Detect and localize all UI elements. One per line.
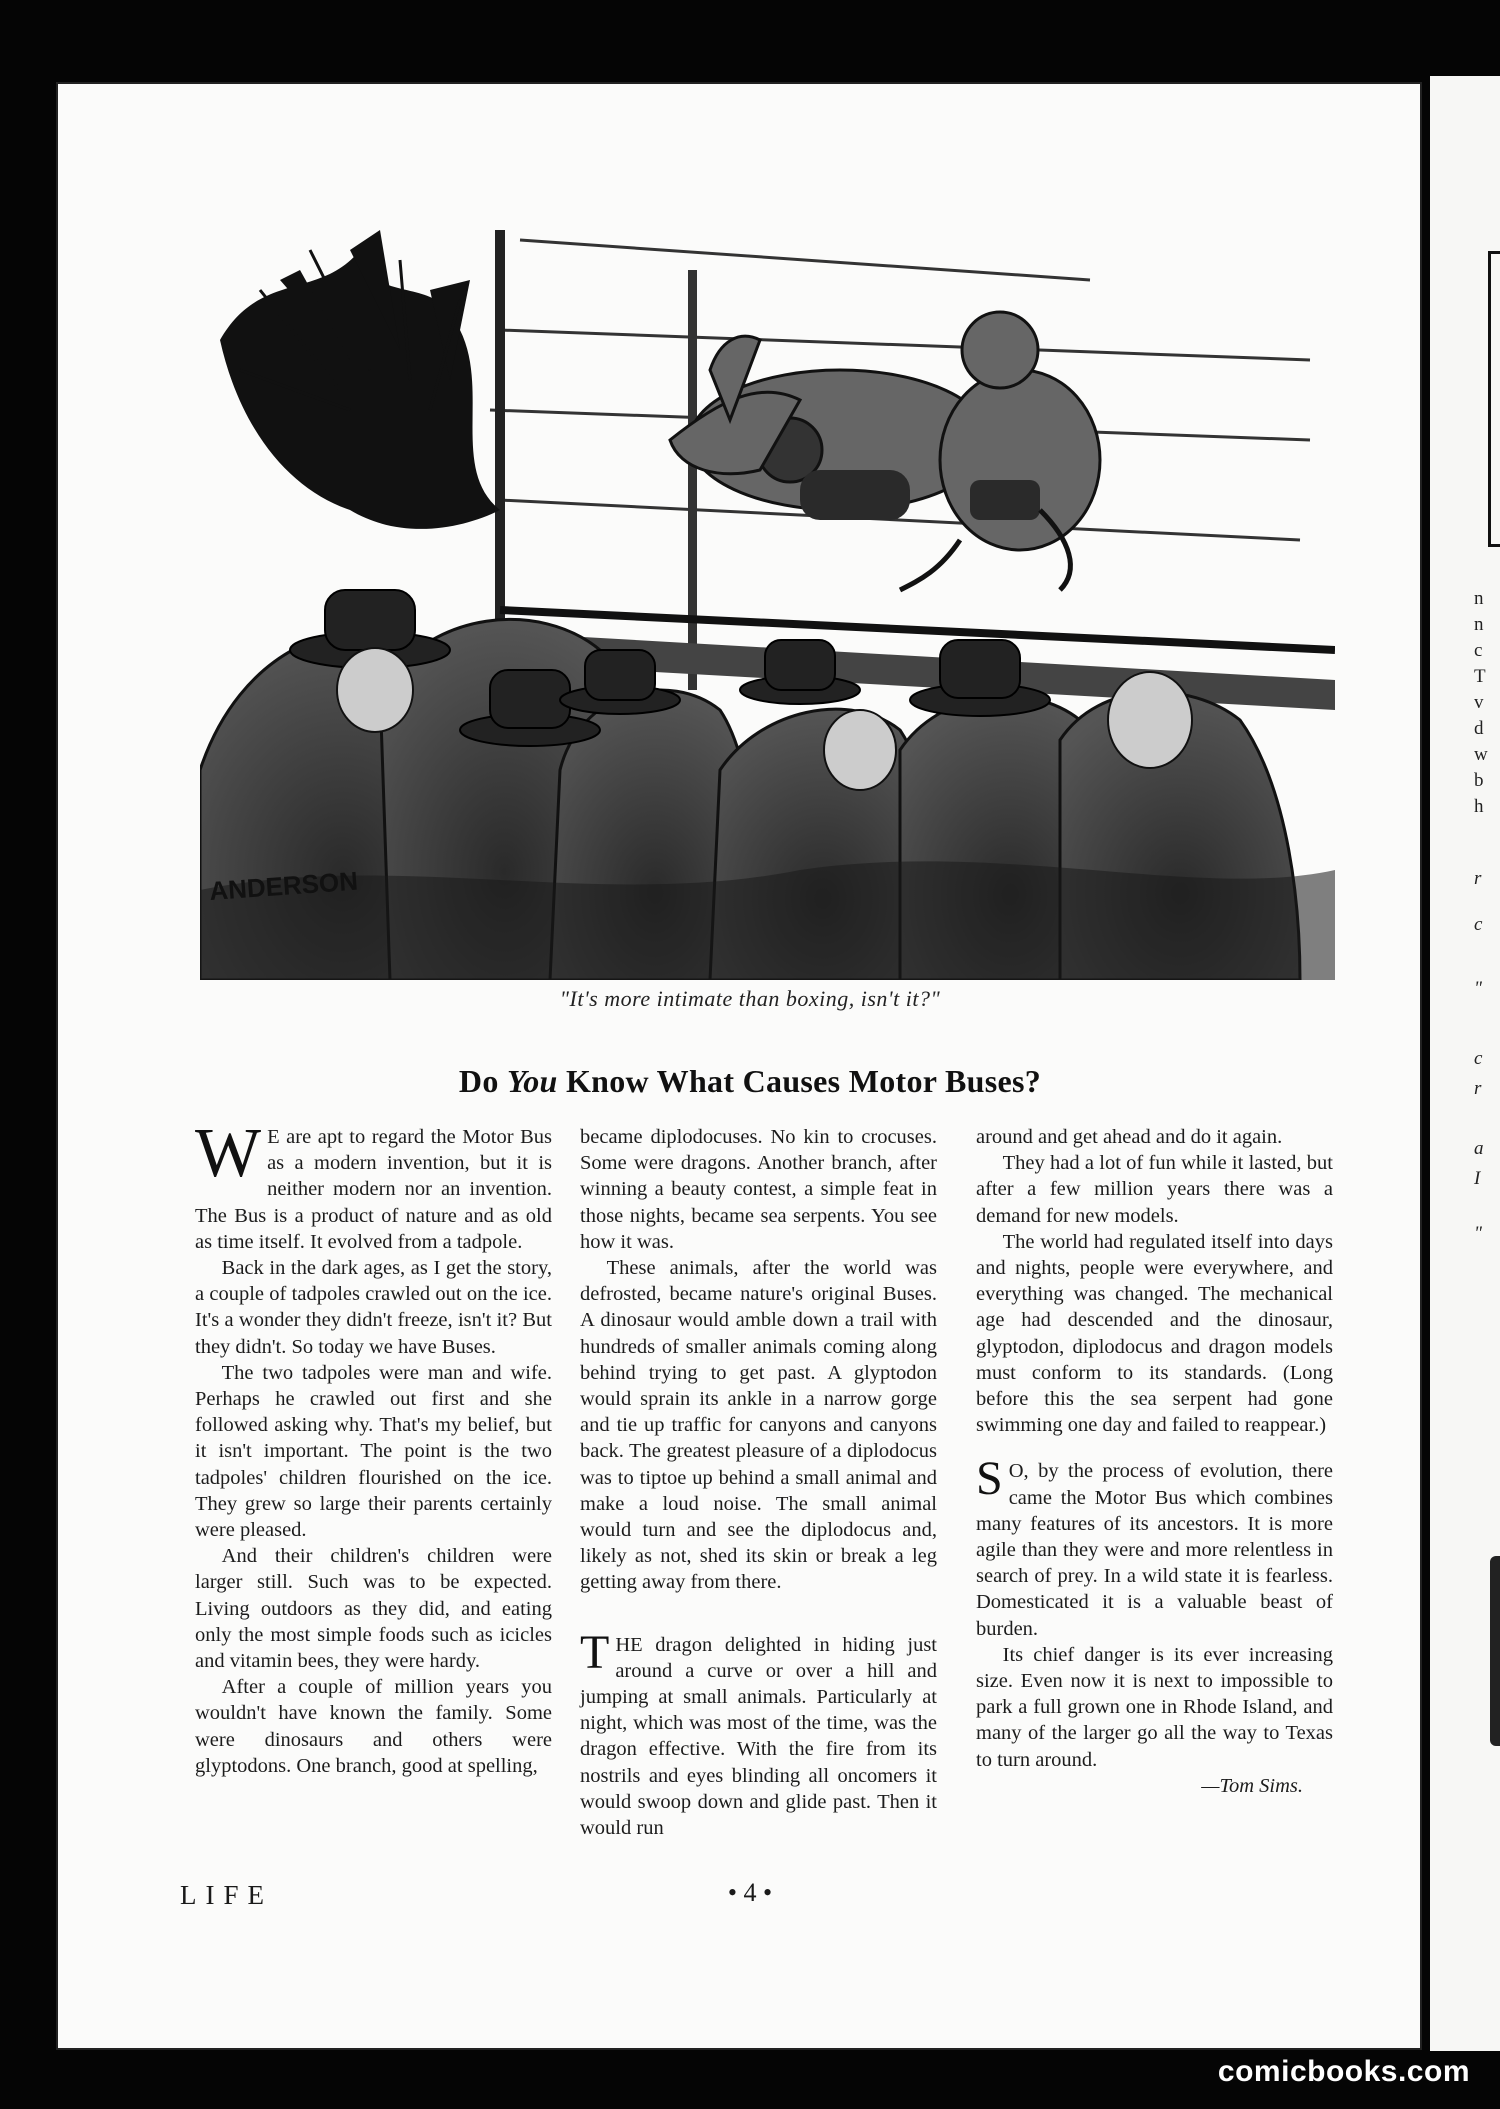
paragraph: around and get ahead and do it again. bbox=[976, 1126, 1283, 1148]
title-emphasis: You bbox=[506, 1063, 558, 1099]
adjacent-text-fragment: " bbox=[1474, 1223, 1482, 1244]
drop-cap: W bbox=[195, 1115, 262, 1192]
paragraph: THE dragon delighted in hiding just around a curve or over a hill and jumping at small animals. Particularly at night, which was most of the time, was the dragon effective. With the fire from its nostrils and eyes blinding all oncomers it would swoop down and glide past. Then it would run bbox=[580, 1625, 937, 1840]
adjacent-text-fragment: h bbox=[1474, 796, 1484, 817]
adjacent-text-fragment: " bbox=[1474, 978, 1482, 999]
page-number: • 4 • bbox=[727, 1878, 773, 1907]
paragraph: W E are apt to regard the Motor Bus as a modern invention, but it is neither modern nor an invention. The Bus is a product of nature and as old as time itself. It evolved from a tadpole. bbox=[195, 1115, 552, 1253]
adjacent-text-fragment: v bbox=[1474, 692, 1484, 713]
paragraph: And their children's children were larger still. Such was to be expected. Living outdoors as they did, and eating only the most simple foods such as icicles and vitamin bees, they were hardy. bbox=[195, 1545, 552, 1673]
svg-text:ANDERSON: ANDERSON bbox=[208, 865, 359, 906]
adjacent-text-fragment: b bbox=[1474, 770, 1484, 791]
adjacent-text-fragment: c bbox=[1474, 640, 1483, 661]
paragraph: S O, by the process of evolution, there came the Motor Bus which combines many features of its ancestors. It is more agile than they were and more relentless in search of prey. In a wild state it is fearless. Domesticated it is a valuable beast of burden. bbox=[976, 1452, 1333, 1640]
watermark: comicbooks.com bbox=[1217, 2055, 1470, 2088]
drop-cap: S bbox=[976, 1452, 1003, 1506]
adjacent-text-fragment: T bbox=[1474, 666, 1486, 687]
paragraph: The world had regulated itself into days and nights, people were everywhere, and everything was changed. The mechanical age had descended and the dinosaur, glyptodon, diplodocus and dragon models must conform to its standards. (Long before this the sea serpent had gone swimming one day and failed to reappear.) bbox=[976, 1230, 1333, 1437]
article-column-2 bbox=[580, 1124, 937, 1841]
adjacent-text-fragment: w bbox=[1474, 744, 1488, 765]
adjacent-text-fragment: d bbox=[1474, 718, 1484, 739]
boxing-ring-crowd-drawing bbox=[200, 210, 1335, 980]
paragraph: They had a lot of fun while it lasted, but after a few million years there was a demand for new models. bbox=[976, 1152, 1333, 1227]
adjacent-text-fragment: a bbox=[1474, 1138, 1484, 1159]
illustration-caption: "It's more intimate than boxing, isn't it?" bbox=[559, 986, 941, 1011]
article-title bbox=[0, 1063, 1500, 1100]
article-column-3 bbox=[976, 1124, 1333, 1799]
paragraph: Its chief danger is its ever increasing size. Even now it is next to impossible to park a full grown one in Rhode Island, and many of the larger go all the way to Texas to turn around. bbox=[976, 1643, 1333, 1771]
title-part: Know What Causes Motor Buses? bbox=[557, 1063, 1042, 1099]
paragraph: Back in the dark ages, as I get the story, a couple of tadpoles crawled out on the ice. It's a wonder they didn't freeze, isn't it? But they didn't. So today we have Buses. bbox=[195, 1257, 552, 1358]
adjacent-page-dark-mark bbox=[1490, 1556, 1500, 1746]
paragraph: The two tadpoles were man and wife. Perhaps he crawled out first and she followed asking why. That's my belief, but it isn't important. The point is the two tadpoles' children flourished on the ice. They grew so large their parents certainly were pleased. bbox=[195, 1361, 552, 1542]
adjacent-page-box bbox=[1488, 251, 1500, 547]
adjacent-text-fragment: I bbox=[1474, 1168, 1481, 1189]
adjacent-text-fragment: n bbox=[1474, 588, 1484, 609]
adjacent-text-fragment: c bbox=[1474, 1048, 1483, 1069]
paragraph: These animals, after the world was defrosted, became nature's original Buses. A dinosaur would amble down a trail with hundreds of smaller animals coming along behind trying to get past. A glyptodon would sprain its ankle in a narrow gorge and tie up traffic for canyons and canyons back. The greatest pleasure of a diplodocus was to tiptoe up behind a small animal and make a loud noise. The small animal would turn and see the diplodocus and, likely as not, shed its skin or break a leg getting away from there. bbox=[580, 1257, 937, 1594]
magazine-name: LIFE bbox=[180, 1880, 273, 1910]
article-column-1 bbox=[195, 1115, 552, 1779]
paragraph: became diplodocuses. No kin to crocuses. Some were dragons. Another branch, after winning a beauty contest, a simple feat in those nights, became sea serpents. You see how it was. bbox=[580, 1126, 937, 1253]
adjacent-text-fragment: r bbox=[1474, 868, 1482, 889]
adjacent-text-fragment: r bbox=[1474, 1078, 1482, 1099]
drop-cap: T bbox=[580, 1625, 610, 1679]
adjacent-text-fragment: n bbox=[1474, 614, 1484, 635]
adjacent-text-fragment: c bbox=[1474, 914, 1483, 935]
author-signature: —Tom Sims. bbox=[1201, 1774, 1303, 1797]
title-part: Do bbox=[458, 1063, 507, 1099]
paragraph: After a couple of million years you wouldn't have known the family. Some were dinosaurs and others were glyptodons. One branch, good at spelling, bbox=[195, 1676, 552, 1777]
